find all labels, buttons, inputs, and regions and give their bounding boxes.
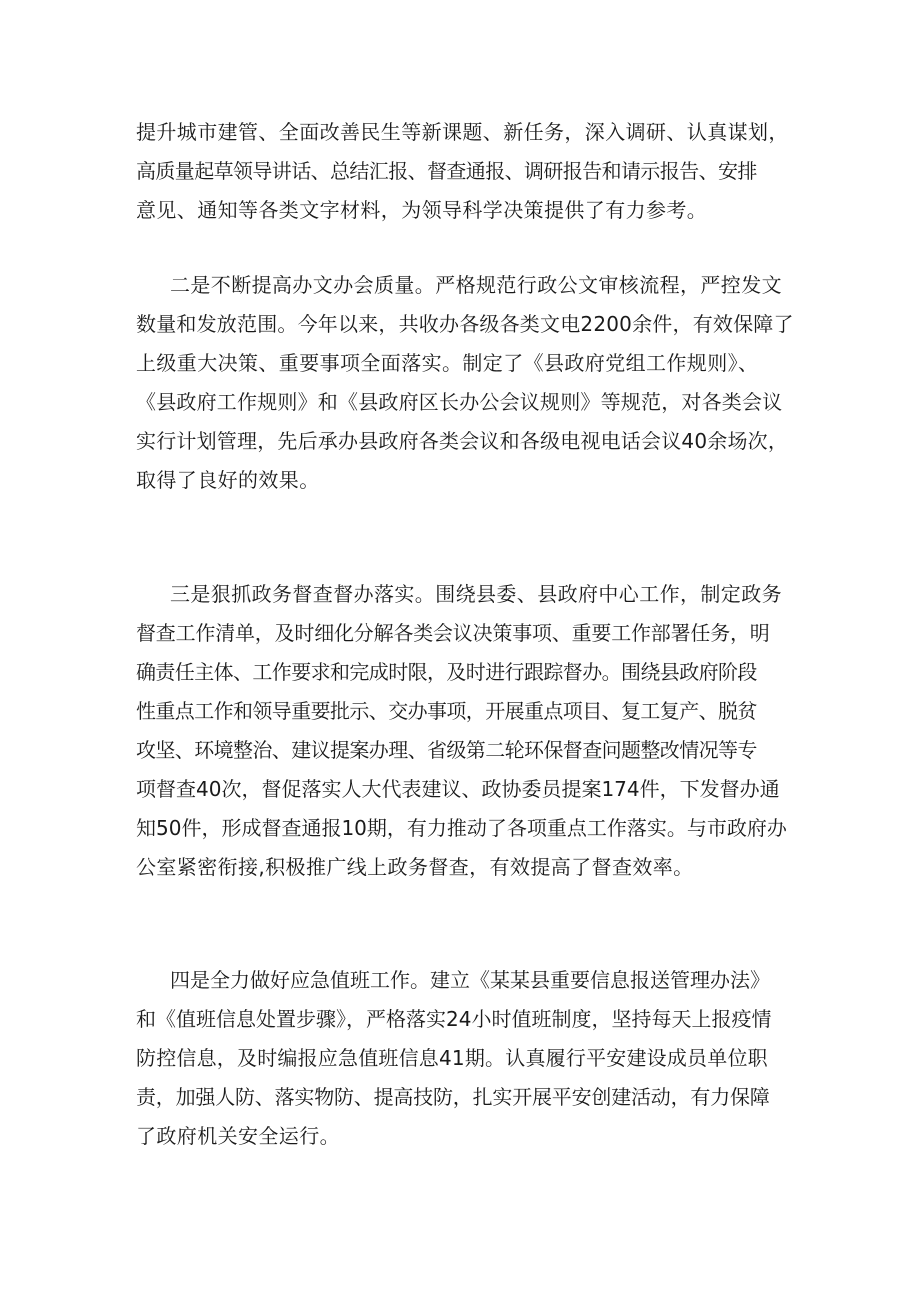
text-line: 数量和发放范围。今年以来，共收办各级各类文电2200余件，有效保障了 [136, 312, 794, 336]
text-line: 责，加强人防、落实物防、提高技防，扎实开展平安创建活动，有力保障 [136, 1085, 770, 1109]
text-line: 性重点工作和领导重要批示、交办事项，开展重点项目、复工复产、脱贫 [136, 699, 757, 723]
text-line: 四是全力做好应急值班工作。建立《某某县重要信息报送管理办法》 [170, 968, 770, 992]
text-line: 提升城市建管、全面改善民生等新课题、新任务，深入调研、认真谋划， [136, 120, 789, 144]
text-line: 项督查40次，督促落实人大代表建议、政协委员提案174件，下发督办通 [136, 777, 780, 801]
text-line: 意见、通知等各类文字材料，为领导科学决策提供了有力参考。 [136, 198, 708, 222]
text-line: 攻坚、环境整治、建议提案办理、省级第二轮环保督查问题整改情况等专 [136, 738, 757, 762]
text-line: 三是狠抓政务督查督办落实。围绕县委、县政府中心工作，制定政务 [170, 582, 782, 606]
text-line: 二是不断提高办文办会质量。严格规范行政公文审核流程，严控发文 [170, 273, 782, 297]
text-line: 和《值班信息处置步骤》，严格落实24小时值班制度，坚持每天上报疫情 [136, 1007, 772, 1031]
text-line: 上级重大决策、重要事项全面落实。制定了《县政府党组工作规则》、 [136, 351, 759, 375]
text-line: 知50件，形成督查通报10期，有力推动了各项重点工作落实。与市政府办 [136, 816, 787, 840]
text-line: 确责任主体、工作要求和完成时限，及时进行跟踪督办。围绕县政府阶段 [136, 660, 757, 684]
text-line: 取得了良好的效果。 [136, 468, 320, 492]
text-line: 高质量起草领导讲话、总结汇报、督查通报、调研报告和请示报告、安排 [136, 159, 757, 183]
text-line: 了政府机关安全运行。 [136, 1124, 340, 1148]
paragraph-2 [136, 266, 796, 500]
text-line: 实行计划管理，先后承办县政府各类会议和各级电视电话会议40余场次， [136, 429, 789, 453]
text-line: 督查工作清单，及时细化分解各类会议决策事项、重要工作部署任务，明 [136, 621, 770, 645]
paragraph-1 [136, 113, 796, 230]
paragraph-4 [136, 961, 796, 1156]
text-line: 公室紧密衔接,积极推广线上政务督查，有效提高了督查效率。 [136, 855, 694, 879]
paragraph-3 [136, 575, 796, 887]
text-line: 防控信息，及时编报应急值班信息41期。认真履行平安建设成员单位职 [136, 1046, 768, 1070]
text-line: 《县政府工作规则》和《县政府区长办公会议规则》等规范，对各类会议 [136, 390, 783, 414]
